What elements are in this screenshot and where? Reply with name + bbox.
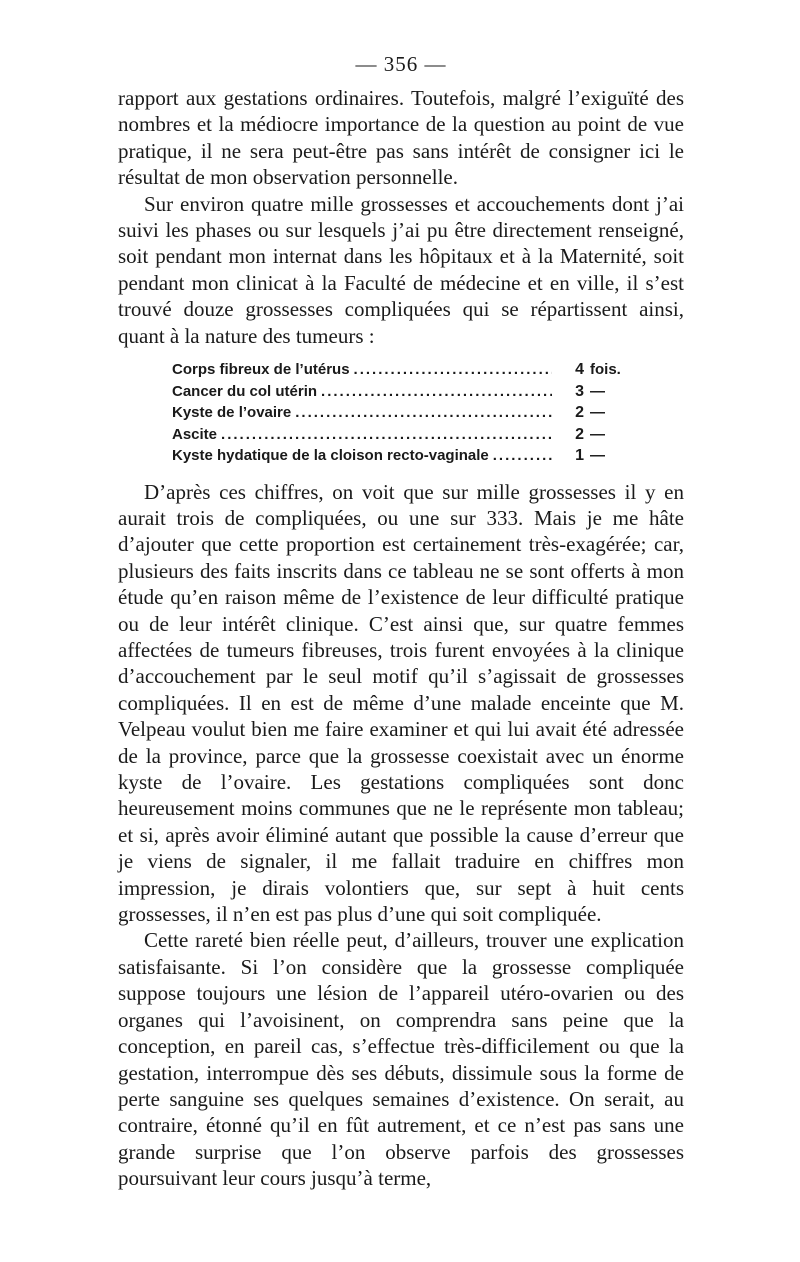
tumor-table	[172, 359, 632, 467]
row-count: 3	[575, 382, 584, 400]
row-label: Cancer du col utérin	[172, 382, 318, 400]
dot-leader	[354, 359, 552, 381]
row-unit: —	[590, 404, 605, 422]
table-row	[172, 402, 632, 424]
row-label: Ascite	[172, 425, 218, 443]
row-count: 2	[575, 425, 584, 443]
table-row	[172, 359, 632, 381]
dot-leader	[221, 424, 552, 446]
row-unit: —	[590, 425, 605, 443]
table-row	[172, 381, 632, 403]
page-number: — 356 —	[355, 52, 447, 76]
row-unit: —	[590, 382, 605, 400]
paragraph-intro: rapport aux gestations ordinaires. Toutefois, malgré l’exiguïté des nombres et la médiocre importance de la question au point de vue pratique, il ne sera peut-être pas sans intérêt de consigner ici le résultat de mon observation personnelle.	[118, 86, 684, 190]
row-label: Kyste hydatique de la cloison recto-vaginale	[172, 447, 489, 465]
table-row	[172, 424, 632, 446]
dot-leader	[295, 402, 552, 424]
paragraph-explanation: Cette rareté bien réelle peut, d’ailleurs, trouver une explication satisfaisante. Si l’on considère que la grossesse compliquée suppose toujours une lésion de l’appareil utéro-ovarien ou des organes qui l’avoisinent, on comprendra sans peine que la conception, en pareil cas, s’effectue très-difficilement ou que la gestation, interrompue dès ses débuts, dissimule sous la forme de perte sanguine ses quelques semaines d’existence. On serait, au contraire, étonné qu’il en fût autrement, et ce n’est pas sans une grande surprise que l’on observe parfois des grossesses poursuivant leur cours jusqu’à terme,	[118, 928, 684, 1191]
row-label: Kyste de l’ovaire	[172, 404, 292, 422]
dot-leader	[493, 445, 552, 467]
table-row	[172, 445, 632, 467]
row-label: Corps fibreux de l’utérus	[172, 361, 350, 379]
paragraph-statistics: Sur environ quatre mille grossesses et accouchements dont j’ai suivi les phases ou sur lesquels j’ai pu être directement renseigné, soit pendant mon internat dans les hôpitaux et à la Maternité, soit pendant mon clinicat à la Faculté de médecine et en ville, il s’est trouvé douze grossesses compliquées qui se répartissent ainsi, quant à la nature des tumeurs :	[118, 191, 684, 348]
row-unit: fois.	[590, 361, 621, 379]
row-count: 4	[575, 361, 584, 379]
dot-leader	[321, 381, 552, 403]
row-count: 1	[575, 447, 584, 465]
row-unit: —	[590, 447, 605, 465]
row-count: 2	[575, 404, 584, 422]
book-page	[118, 52, 684, 1192]
paragraph-analysis: D’après ces chiffres, on voit que sur mille grossesses il y en aurait trois de compliquées, ou une sur 333. Mais je me hâte d’ajouter que cette proportion est certainement très-exagérée; car, plusieurs des faits inscrits dans ce tableau ne se sont offerts à mon étude qu’en raison même de l’existence de leur difficulté pratique ou de leur intérêt clinique. C’est ainsi que, sur quatre femmes affectées de tumeurs fibreuses, trois furent envoyées à la clinique d’accouchement par le seul motif qu’il s’agissait de grossesses compliquées. Il en est de même d’une malade enceinte que M. Velpeau voulut bien me faire examiner et qui lui avait été adressée de la province, parce que la grossesse coexistait avec un énorme kyste de l’ovaire. Les gestations compliquées sont donc heureusement moins communes que ne le représente mon tableau; et si, après avoir éliminé autant que possible la cause d’erreur que je viens de signaler, il me fallait traduire en chiffres mon impression, je dirais volontiers que, sur sept à huit cents grossesses, il n’en est pas plus d’une qui soit compliquée.	[118, 479, 684, 927]
